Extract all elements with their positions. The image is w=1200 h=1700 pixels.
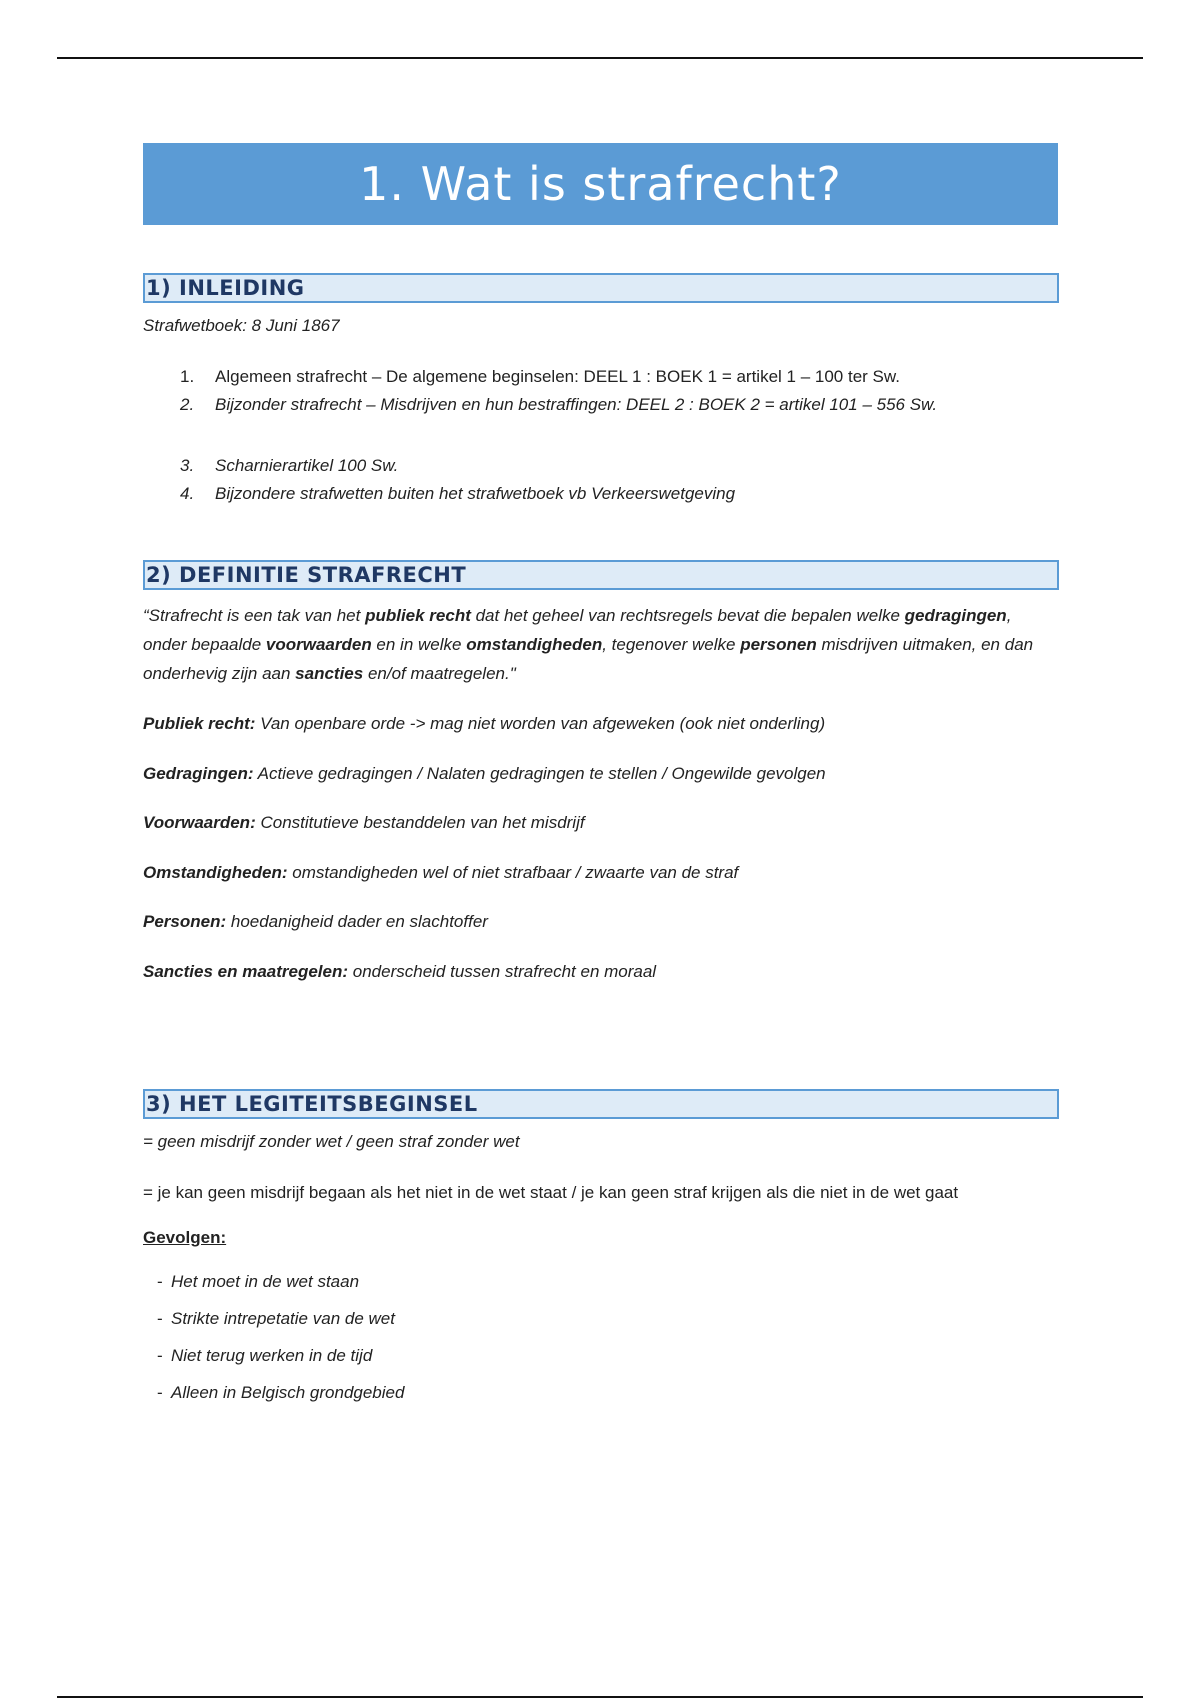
list-number: 3. bbox=[180, 456, 195, 475]
list-item: Scharnierartikel 100 Sw. bbox=[215, 456, 399, 475]
term-sancties: Sancties en maatregelen: onderscheid tussen strafrecht en moraal bbox=[143, 962, 657, 981]
bottom-rule bbox=[57, 1696, 1143, 1698]
term-personen: Personen: hoedanigheid dader en slachtoffer bbox=[143, 912, 488, 931]
bullet-dash: - bbox=[157, 1272, 163, 1291]
principle-line-2: = je kan geen misdrijf begaan als het niet in de wet staat / je kan geen straf krijgen als die niet in de wet gaat bbox=[143, 1183, 959, 1202]
list-number: 2. bbox=[180, 395, 195, 414]
list-item: Bijzonder strafrecht – Misdrijven en hun bestraffingen: DEEL 2 : BOEK 2 = artikel 101 – 556 Sw. bbox=[215, 395, 938, 414]
bullet-dash: - bbox=[157, 1309, 163, 1328]
term-voorwaarden: Voorwaarden: Constitutieve bestanddelen van het misdrijf bbox=[143, 813, 585, 832]
intro-line: Strafwetboek: 8 Juni 1867 bbox=[143, 316, 340, 335]
term-publiek-recht: Publiek recht: Van openbare orde -> mag niet worden van afgeweken (ook niet onderling) bbox=[143, 714, 826, 733]
consequence-item: Strikte intrepetatie van de wet bbox=[171, 1309, 395, 1328]
consequence-item: Het moet in de wet staan bbox=[171, 1272, 360, 1291]
definition-quote: “Strafrecht is een tak van het publiek recht dat het geheel van rechtsregels bevat die bepalen welke gedragingen, onder bepaalde voorwaarden en in welke omstandigheden, tegenover welke personen misdrijven uitmaken, en dan onderhevig zijn aan sancties en/of maatregelen." bbox=[143, 606, 1034, 683]
consequence-item: Niet terug werken in de tijd bbox=[171, 1346, 373, 1365]
list-number: 1. bbox=[180, 367, 195, 386]
list-number: 4. bbox=[180, 484, 195, 503]
page-title: 1. Wat is strafrecht? bbox=[143, 143, 1058, 225]
term-gedragingen: Gedragingen: Actieve gedragingen / Nalaten gedragingen te stellen / Ongewilde gevolgen bbox=[143, 764, 826, 783]
consequence-item: Alleen in Belgisch grondgebied bbox=[171, 1383, 405, 1402]
bullet-dash: - bbox=[157, 1346, 163, 1365]
section-heading-legiteitsbeginsel: 3) HET LEGITEITSBEGINSEL bbox=[143, 1089, 1059, 1119]
list-item: Algemeen strafrecht – De algemene beginselen: DEEL 1 : BOEK 1 = artikel 1 – 100 ter Sw. bbox=[215, 367, 900, 386]
principle-line-1: = geen misdrijf zonder wet / geen straf zonder wet bbox=[143, 1132, 520, 1151]
section-heading-definitie: 2) DEFINITIE STRAFRECHT bbox=[143, 560, 1059, 590]
bullet-dash: - bbox=[157, 1383, 163, 1402]
list-item: Bijzondere strafwetten buiten het strafwetboek vb Verkeerswetgeving bbox=[215, 484, 736, 503]
top-rule bbox=[57, 57, 1143, 59]
section-heading-inleiding: 1) INLEIDING bbox=[143, 273, 1059, 303]
consequences-label: Gevolgen: bbox=[143, 1228, 227, 1247]
term-omstandigheden: Omstandigheden: omstandigheden wel of niet strafbaar / zwaarte van de straf bbox=[143, 863, 739, 882]
